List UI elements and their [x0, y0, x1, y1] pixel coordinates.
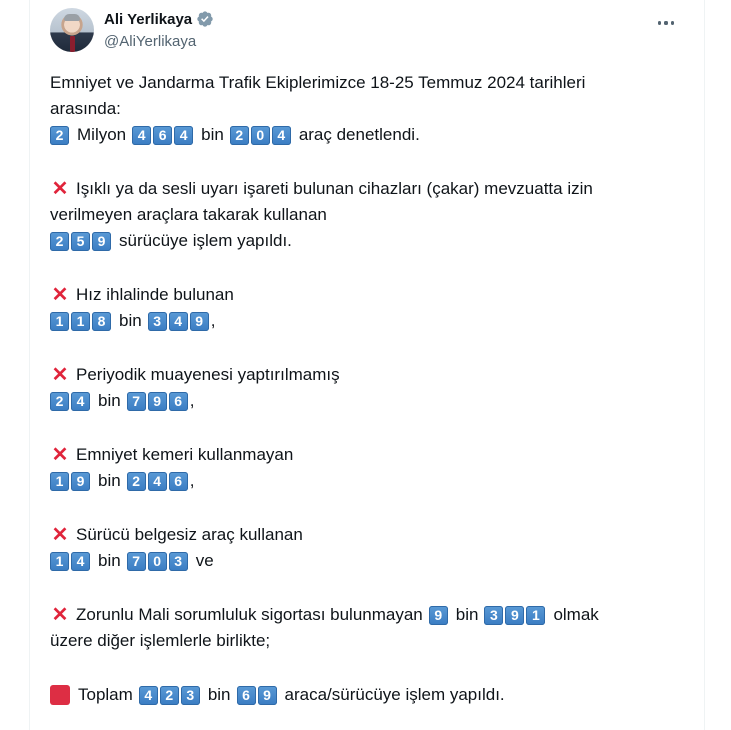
keycap-digit: 4	[71, 552, 90, 571]
keycap-number	[127, 392, 190, 411]
word-bin: bin	[98, 391, 121, 410]
keycap-digit: 2	[160, 686, 179, 705]
word-bin: bin	[119, 311, 142, 330]
keycap-number	[429, 606, 450, 625]
keycap-digit: 1	[50, 312, 69, 331]
keycap-number	[50, 552, 92, 571]
keycap-number	[50, 392, 92, 411]
cakar-line-1	[50, 176, 690, 202]
line-tail: ,	[189, 391, 195, 410]
keycap-digit: 7	[127, 392, 146, 411]
keycap-digit: 1	[50, 472, 69, 491]
cakar-line-3	[50, 228, 690, 254]
keycap-number	[132, 126, 195, 145]
keycap-digit: 4	[139, 686, 158, 705]
word-bin: bin	[98, 471, 121, 490]
avatar-hair	[64, 14, 80, 21]
keycap-digit: 7	[127, 552, 146, 571]
seatbelt-label: Emniyet kemeri kullanmayan	[76, 445, 294, 464]
avatar-tie	[70, 36, 75, 52]
tweet-header	[50, 8, 690, 58]
keycap-digit: 2	[50, 232, 69, 251]
keycap-number	[230, 126, 293, 145]
author-name[interactable]: Ali Yerlikaya	[104, 10, 193, 28]
keycap-digit: 3	[484, 606, 503, 625]
keycap-number	[237, 686, 279, 705]
total-checked-line	[50, 122, 690, 148]
avatar[interactable]	[50, 8, 94, 52]
inspection-label-line	[50, 362, 690, 388]
line-tail: sürücüye işlem yapıldı.	[119, 231, 292, 250]
total-label: Toplam	[78, 685, 133, 704]
keycap-digit: 2	[127, 472, 146, 491]
keycap-digit: 1	[50, 552, 69, 571]
cakar-line-2	[50, 202, 690, 228]
keycap-digit: 6	[153, 126, 172, 145]
cross-mark-icon: ✕	[51, 178, 69, 200]
total-line	[50, 682, 690, 708]
keycap-digit: 2	[230, 126, 249, 145]
keycap-digit: 6	[237, 686, 256, 705]
seatbelt-count-line	[50, 468, 690, 494]
keycap-digit: 9	[505, 606, 524, 625]
seatbelt-label-line	[50, 442, 690, 468]
verified-badge-icon	[196, 10, 214, 28]
speed-label: Hız ihlalinde bulunan	[76, 285, 234, 304]
keycap-digit: 8	[92, 312, 111, 331]
cross-mark-icon: ✕	[51, 284, 69, 306]
keycap-digit: 0	[148, 552, 167, 571]
keycap-number	[50, 472, 92, 491]
keycap-number	[127, 472, 190, 491]
red-square-icon	[50, 685, 70, 705]
keycap-digit: 2	[50, 126, 69, 145]
word-bin: bin	[207, 685, 231, 704]
keycap-digit: 2	[50, 392, 69, 411]
cross-mark-icon: ✕	[51, 524, 69, 546]
author-name-row[interactable]	[104, 10, 214, 28]
license-count-line	[50, 548, 690, 574]
keycap-digit: 9	[258, 686, 277, 705]
tweet-card	[29, 0, 705, 730]
cross-mark-icon: ✕	[51, 444, 69, 466]
intro-line-2	[50, 96, 690, 122]
keycap-digit: 4	[169, 312, 188, 331]
line-tail: ,	[210, 311, 216, 330]
keycap-digit: 9	[92, 232, 111, 251]
author-handle[interactable]: @AliYerlikaya	[104, 33, 197, 50]
keycap-digit: 0	[251, 126, 270, 145]
insurance-line-1	[50, 602, 690, 628]
line-tail: olmak	[553, 605, 599, 624]
cross-mark-icon: ✕	[51, 604, 69, 626]
word-bin: bin	[98, 551, 121, 570]
intro-line-1	[50, 70, 690, 96]
keycap-digit: 6	[169, 392, 188, 411]
keycap-number	[50, 312, 113, 331]
line-tail: araç denetlendi.	[298, 125, 420, 144]
keycap-digit: 4	[174, 126, 193, 145]
word-bin: bin	[201, 125, 224, 144]
keycap-number	[50, 126, 71, 145]
insurance-label: Zorunlu Mali sorumluluk sigortası bulunmayan	[76, 605, 423, 624]
cross-mark-icon: ✕	[51, 364, 69, 386]
keycap-digit: 6	[169, 472, 188, 491]
keycap-number	[148, 312, 211, 331]
speed-count-line	[50, 308, 690, 334]
keycap-digit: 4	[132, 126, 151, 145]
keycap-digit: 4	[71, 392, 90, 411]
intro-text-2: arasında:	[50, 99, 121, 118]
keycap-number	[139, 686, 202, 705]
keycap-digit: 3	[181, 686, 200, 705]
keycap-digit: 9	[71, 472, 90, 491]
keycap-digit: 3	[169, 552, 188, 571]
insurance-text-2: üzere diğer işlemlerle birlikte;	[50, 631, 271, 650]
inspection-label: Periyodik muayenesi yaptırılmamış	[76, 365, 340, 384]
keycap-digit: 9	[148, 392, 167, 411]
cakar-text-1: Işıklı ya da sesli uyarı işareti bulunan cihazları (çakar) mevzuatta izin	[76, 179, 593, 198]
keycap-digit: 9	[190, 312, 209, 331]
keycap-digit: 3	[148, 312, 167, 331]
license-label-line	[50, 522, 690, 548]
tweet-text	[50, 70, 690, 708]
keycap-digit: 9	[429, 606, 448, 625]
more-horizontal-icon[interactable]	[652, 12, 680, 34]
keycap-digit: 5	[71, 232, 90, 251]
inspection-count-line	[50, 388, 690, 414]
line-tail: ve	[195, 551, 214, 570]
license-label: Sürücü belgesiz araç kullanan	[76, 525, 303, 544]
keycap-number	[127, 552, 190, 571]
speed-label-line	[50, 282, 690, 308]
intro-text-1: Emniyet ve Jandarma Trafik Ekiplerimizce 18-25 Temmuz 2024 tarihleri	[50, 73, 586, 92]
word-bin: bin	[455, 605, 479, 624]
line-tail: ,	[189, 471, 195, 490]
insurance-line-2	[50, 628, 690, 654]
cakar-text-2: verilmeyen araçlara takarak kullanan	[50, 205, 327, 224]
keycap-number	[484, 606, 547, 625]
line-tail: araca/sürücüye işlem yapıldı.	[284, 685, 505, 704]
keycap-digit: 4	[272, 126, 291, 145]
keycap-digit: 1	[526, 606, 545, 625]
keycap-digit: 1	[71, 312, 90, 331]
word-milyon: Milyon	[77, 125, 127, 144]
keycap-digit: 4	[148, 472, 167, 491]
keycap-number	[50, 232, 113, 251]
